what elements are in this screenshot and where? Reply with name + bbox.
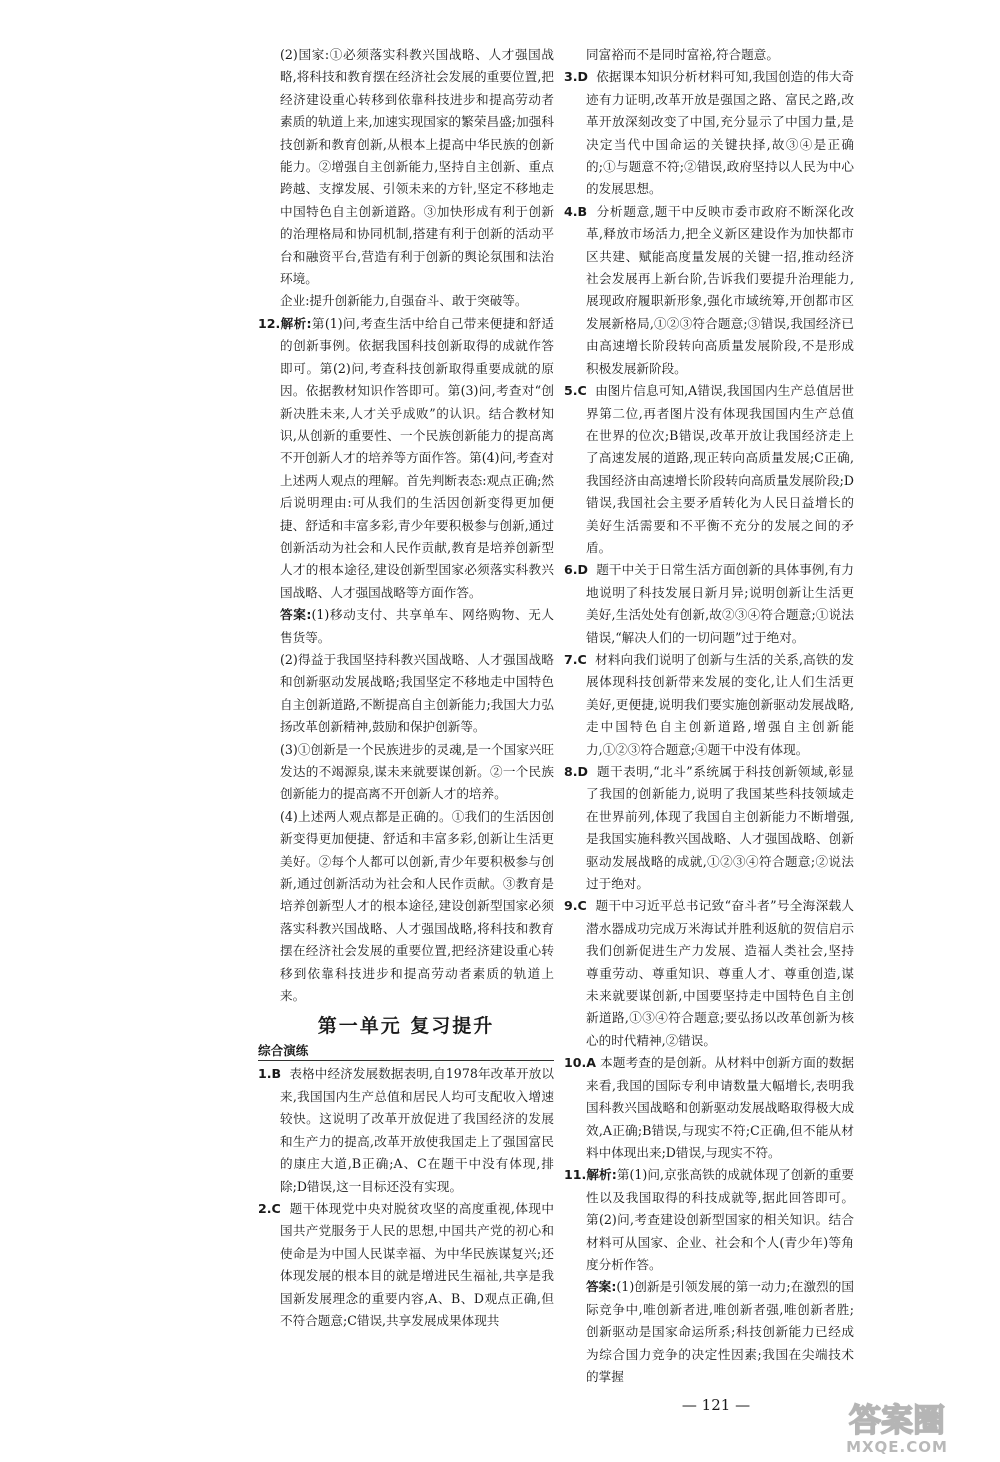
question-2 <box>258 1198 554 1332</box>
question-text: 由图片信息可知,A错误,我国国内生产总值居世界第二位,再者图片没有体现我国国内生产总值在世界的位次;B错误,改革开放让我国经济走上了高速发展的道路,现正转向高质量发展;C正确,我国经济由高速增长阶段转向高质量发展阶段;D错误,我国社会主要矛盾转化为人民日益增长的美好生活需要和不平衡不充分的发展之间的矛盾。 <box>586 383 854 555</box>
question-text: 题干体现党中央对脱贫攻坚的高度重视,体现中国共产党服务于人民的思想,中国共产党的初心和使命是为中国人民谋幸福、为中华民族谋复兴;还体现发展的根本目的就是增进民生福祉,共享是我国新发展理念的重要内容,A、B、D观点正确,但不符合题意;C错误,共享发展成果体现共 <box>280 1200 554 1328</box>
question-text: 本题考查的是创新。从材料中创新方面的数据来看,我国的国际专利申请数量大幅增长,表明我国科教兴国战略和创新驱动发展战略取得极大成效,A正确;B错误,与现实不符;C正确,但不能从材料中体现出来;D错误,与现实不符。 <box>586 1055 854 1160</box>
question-number: 5.C <box>564 383 587 399</box>
analysis-label: 解析: <box>280 315 312 331</box>
question-5 <box>564 380 854 559</box>
question-1 <box>258 1063 554 1197</box>
question-3 <box>564 66 854 200</box>
question-12-analysis <box>258 313 554 604</box>
question-number: 9.C <box>564 898 587 914</box>
question-6 <box>564 559 854 649</box>
watermark-logo-text: 答案圈 <box>848 1401 946 1438</box>
question-11-analysis <box>564 1164 854 1276</box>
question-number: 8.D <box>564 764 589 779</box>
question-11-answer-1 <box>564 1276 854 1388</box>
watermark-site-text: MXQE.COM <box>846 1438 948 1456</box>
section-label: 综合演练 <box>258 1040 554 1061</box>
question-number: 2.C <box>258 1200 281 1216</box>
question-text: 题干中关于日常生活方面创新的具体事例,有力地说明了科技发展日新月异;说明创新让生活更美好,生活处处有创新,故②③④符合题意;①说法错误,“解决人们的一切问题”过于绝对。 <box>586 562 854 645</box>
answer-text: (1)移动支付、共享单车、网络购物、无人售货等。 <box>280 607 555 645</box>
answer-label: 答案: <box>280 607 312 623</box>
unit-title: 第一单元 复习提升 <box>317 1015 495 1038</box>
question-12-answer-2: (2)得益于我国坚持科教兴国战略、人才强国战略和创新驱动发展战略;我国坚定不移地走中国特色自主创新道路,不断提高自主创新能力;我国大力弘扬改革创新精神,鼓励和保护创新等。 <box>280 651 554 735</box>
question-number: 6.D <box>564 562 589 578</box>
question-number: 11. <box>564 1167 587 1183</box>
question-text: 表格中经济发展数据表明,自1978年改革开放以来,我国国内生产总值和居民人均可支配收入增速较快。这说明了改革开放促进了我国经济的发展和生产力的提高,改革开放使我国走上了强国富民的康庄大道,B正确;A、C在题干中没有体现,排除;D错误,这一目标还没有实现。 <box>280 1066 554 1194</box>
question-number: 4.B <box>564 203 588 219</box>
question-text: 题干中习近平总书记致“奋斗者”号全海深载人潜水器成功完成万米海试并胜利返航的贺信启示我们创新促进生产力发展、造福人类社会,坚持尊重劳动、尊重知识、尊重人才、尊重创造,谋未来就要谋创新,中国要坚持走中国特色自主创新道路,①③④符合题意;要弘扬以改革创新为核心的时代精神,②错误。 <box>586 898 854 1048</box>
watermark-logo <box>822 1398 972 1456</box>
question-12-answer-3: (3)①创新是一个民族进步的灵魂,是一个国家兴旺发达的不竭源泉,谋未来就要谋创新。②一个民族创新能力的提高离不开创新人才的培养。 <box>280 741 554 802</box>
question-number: 10.A <box>564 1055 597 1071</box>
question-number: 12. <box>258 315 281 331</box>
question-number: 1.B <box>258 1066 282 1082</box>
question-number: 7.C <box>564 651 587 667</box>
question-10 <box>564 1052 854 1164</box>
analysis-label: 解析: <box>586 1167 617 1183</box>
left-column <box>258 44 554 1332</box>
question-text: 题干表明,“北斗”系统属于科技创新领域,彰显了我国的创新能力,说明了我国某些科技领域走在世界前列,体现了我国自主创新能力不断增强,是我国实施科教兴国战略、人才强国战略、创新驱动发展战略的成就,①②③④符合题意;②说法过于绝对。 <box>586 764 854 892</box>
right-column <box>564 44 854 1388</box>
question-text: 材料向我们说明了创新与生活的关系,高铁的发展体现科技创新带来发展的变化,让人们生活更美好,更便捷,说明我们要实施创新驱动发展战略,走中国特色自主创新道路,增强自主创新能力,①②③符合题意;④题干中没有体现。 <box>586 651 854 757</box>
question-12-answer-4: (4)上述两人观点都是正确的。①我们的生活因创新变得更加便捷、舒适和丰富多彩,创新让生活更美好。②每个人都可以创新,青少年要积极参与创新,通过创新活动为社会和人民作贡献。③教育是培养创新型人才的根本途径,建设创新型国家必须落实科教兴国战略、人才强国战略,将科技和教育摆在经济社会发展的重要位置,把经济建设重心转移到依靠科技进步和提高劳动者素质的轨道上来。 <box>280 808 554 1004</box>
answer-text: (1)创新是引领发展的第一动力;在激烈的国际竞争中,唯创新者进,唯创新者强,唯创新者胜;创新驱动是国家命运所系;科技创新能力已经成为综合国力竞争的决定性因素;我国在尖端技术的掌握 <box>586 1279 854 1384</box>
question-text: 分析题意,题干中反映市委市政府不断深化改革,释放市场活力,把全义新区建设作为加快都市区共建、赋能高度量发展的关键一招,推动经济社会发展再上新台阶,告诉我们要提升治理能力,展现政府履职新形象,强化市域统筹,开创都市区发展新格局,①②③符合题意;③错误,我国经济已由高速增长阶段转向高质量发展阶段,不是形成积极发展新阶段。 <box>586 203 854 376</box>
answer-part-2-national: (2)国家:①必须落实科教兴国战略、人才强国战略,将科技和教育摆在经济社会发展的重要位置,把经济建设重心转移到依靠科技进步和提高劳动者素质的轨道上来,加速实现国家的繁荣昌盛;加强科技创新和教育创新,从根本上提高中华民族的创新能力。②增强自主创新能力,坚持自主创新、重点跨越、支撑发展、引领未来的方针,坚定不移地走中国特色自主创新道路。③加快形成有利于创新的治理格局和协同机制,搭建有利于创新的活动平台和融资平台,营造有利于创新的舆论氛围和法治环境。 <box>280 47 554 287</box>
watermark-logo-graphic <box>822 1398 972 1438</box>
question-8 <box>564 761 854 895</box>
question-2-continued: 同富裕而不是同时富裕,符合题意。 <box>586 47 779 62</box>
answer-part-2-enterprise: 企业:提升创新能力,自强奋斗、敢于突破等。 <box>280 293 528 309</box>
question-7 <box>564 649 854 761</box>
question-4 <box>564 201 854 380</box>
question-text: 依据课本知识分析材料可知,我国创造的伟大奇迹有力证明,改革开放是强国之路、富民之路,改革开放深刻改变了中国,充分显示了中国力量,是决定当代中国命运的关键抉择,故③④是正确的;①与题意不符;②错误,政府坚持以人民为中心的发展思想。 <box>586 69 854 197</box>
question-12-answer-1 <box>258 604 554 649</box>
analysis-text: 第(1)问,考查生活中给自己带来便捷和舒适的创新事例。依据我国科技创新取得的成就作答即可。第(2)问,考查科技创新取得重要成就的原因。依据教材知识作答即可。第(3)问,考查对“创新决胜未来,人才关乎成败”的认识。结合教材知识,从创新的重要性、一个民族创新能力的提高离不开创新人才的培养等方面作答。第(4)问,考查对上述两人观点的理解。首先判断表态:观点正确;然后说明理由:可从我们的生活因创新变得更加便捷、舒适和丰富多彩,青少年要积极参与创新,通过创新活动为社会和人民作贡献,教育是培养创新型人才的根本途径,建设创新型国家必须落实科教兴国战略、人才强国战略等方面作答。 <box>280 315 554 600</box>
analysis-text: 第(1)问,京张高铁的成就体现了创新的重要性以及我国取得的科技成就等,据此回答即可。第(2)问,考查建设创新型国家的相关知识。结合材料可从国家、企业、社会和个人(青少年)等角度分析作答。 <box>586 1167 854 1272</box>
page-number: — 121 — <box>681 1396 751 1414</box>
question-9 <box>564 895 854 1052</box>
answer-label: 答案: <box>586 1279 617 1295</box>
question-number: 3.D <box>564 69 589 85</box>
